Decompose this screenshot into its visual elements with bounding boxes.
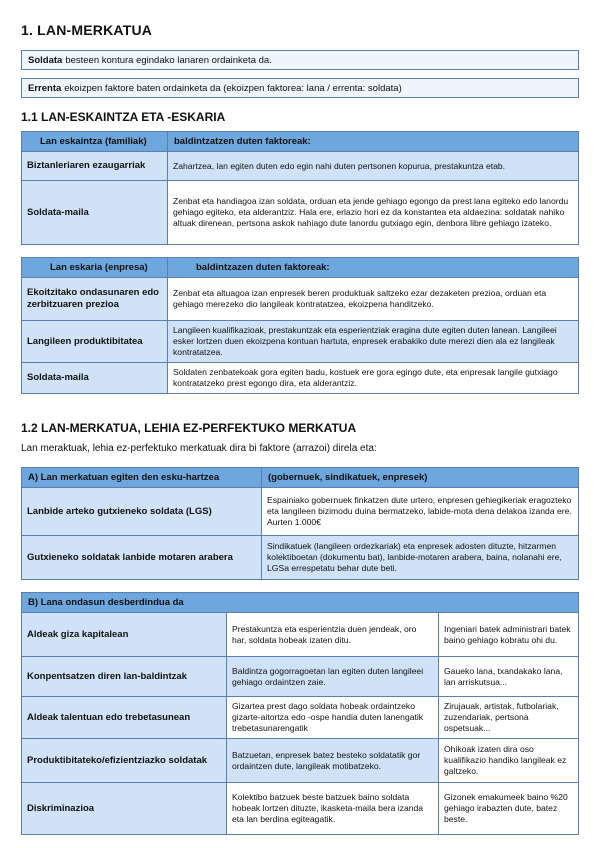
- table-row: [22, 363, 579, 394]
- row-label: Soldata-maila: [22, 181, 168, 245]
- row-text: Soldaten zenbatekoak gora egiten badu, kostuek ere gora egingo dute, eta enpresak langile gutxiago kontratatzeko prest egongo dira, eta alderantziz.: [168, 363, 579, 394]
- row-label: Konpentsatzen diren lan-baldintzak: [22, 657, 227, 697]
- table-row: [22, 536, 579, 580]
- section-heading: 1.2 LAN-MERKATUA, LEHIA EZ-PERFEKTUKO MERKATUA: [21, 421, 357, 435]
- table-row: [22, 739, 579, 783]
- table-row: [22, 697, 579, 739]
- table-row: [22, 321, 579, 363]
- table-row: [22, 657, 579, 697]
- row-text: Prestakuntza eta esperientzia duen jendeak, oro har, soldata hobeak izaten ditu.: [227, 613, 439, 657]
- labor-supply-table: [21, 131, 579, 245]
- table-row: [22, 488, 579, 536]
- row-label: Lanbide arteko gutxieneko soldata (LGS): [22, 488, 262, 536]
- header-left: Lan eskaria (enpresa): [22, 258, 168, 278]
- table-header: [22, 468, 579, 488]
- row-text: Zenbat eta altuagoa izan enpresek beren produktuak saltzeko ezar dezaketen prezioa, orduan eta gehiago merezeko dio langileak kontratatzea, ekoizpena handitzeko.: [168, 278, 579, 321]
- header-right: (gobernuek, sindikatuek, enpresek): [262, 468, 579, 488]
- row-label: Soldata-maila: [22, 363, 168, 394]
- row-example: Gizonek emakumeek baino %20 gehiago irabazten dute, batez beste.: [439, 783, 579, 835]
- row-text: Baldintza gogorragoetan lan egiten duten langileei gehiago ordaintzen zaie.: [227, 657, 439, 697]
- section-intro: Lan meraktuak, lehia ez-perfektuko merkatuak dira bi faktore (arrazoi) direla eta:: [21, 443, 377, 454]
- table-row: [22, 181, 579, 245]
- row-text: Langileen kualifikazioak, prestakuntzak eta esperientziak eragina dute egiten duten lanean. Langileei esker lortzen duen ekoizpena kontuan hartuta, enpresek erabakiko dute merezi dien ala ez langileak kontratatzea.: [168, 321, 579, 363]
- row-label: Aldeak talentuan edo trebetasunean: [22, 697, 227, 739]
- table-row: [22, 783, 579, 835]
- definition-term: Errenta: [28, 82, 62, 94]
- table-row: [22, 613, 579, 657]
- table-header: [22, 593, 579, 613]
- differentiated-labor-table: [21, 592, 579, 835]
- row-label: Gutxieneko soldatak lanbide motaren arabera: [22, 536, 262, 580]
- table-row: [22, 278, 579, 321]
- definition-text: ekoizpen faktore baten ordainketa da (ekoizpen faktorea: lana / errenta: soldata): [64, 82, 402, 94]
- row-example: Ingeniari batek administrari batek baino gehiago kobratu ohi du.: [439, 613, 579, 657]
- definition-term: Soldata: [28, 54, 63, 66]
- row-example: Gaueko lana, txandakako lana, lan arriskutsua...: [439, 657, 579, 697]
- header-label: B) Lana ondasun desberdindua da: [22, 593, 579, 613]
- row-label: Produktibitateko/efizientziazko soldatak: [22, 739, 227, 783]
- row-text: Zenbat eta handiagoa izan soldata, orduan eta jende gehiago egongo da prest lana egiteko edo lanordu gehiago egiteko, eta alderantziz. Hala ere, erlazio hori ez da konstantea eta aldaezina: soldatak nahiko altuak direnean, pertsona askok nahiago dute lanordu gutxiago egin, denbora libre gehiago izateko.: [168, 181, 579, 245]
- row-example: Zirujauak, artistak, futbolariak, zuzendariak, pertsona ospetsuak...: [439, 697, 579, 739]
- row-text: Kolektibo batzuek beste batzuek baino soldata hobeak lortzen dituzte, ikasketa-maila bera izanda eta lan berdina egiteagatik.: [227, 783, 439, 835]
- definition-text: besteen kontura egindako lanaren ordainketa da.: [65, 54, 272, 66]
- page-title: 1. LAN-MERKATUA: [21, 22, 153, 38]
- definition-errenta: [21, 78, 579, 98]
- section-heading: 1.1 LAN-ESKAINTZA ETA -ESKARIA: [21, 110, 226, 124]
- header-right: baldintzazen duten faktoreak:: [168, 258, 579, 278]
- table-header: [22, 132, 579, 152]
- row-label: Biztanleriaren ezaugarriak: [22, 152, 168, 181]
- table-row: [22, 152, 579, 181]
- row-label: Aldeak giza kapitalean: [22, 613, 227, 657]
- row-text: Espainiako gobernuek finkatzen dute urtero, enpresen gehiegikeriak eragozteko eta langileen bizimodu duina bermatzeko, labide-mota dena delakoa izanda ere. Aurten 1.000€: [262, 488, 579, 536]
- row-text: Sindikatuek (langileen ordezkariak) eta enpresek adosten dituzte, hitzarmen kolektiboetan (dokumentu bat), lanbide-motaren arabera, baina, nolanahi ere, LGSa errespetatu behar dute beti.: [262, 536, 579, 580]
- row-label: Langileen produktibitatea: [22, 321, 168, 363]
- intervention-table: [21, 467, 579, 580]
- row-label: Ekoitzitako ondasunaren edo zerbitzuaren prezioa: [22, 278, 168, 321]
- row-text: Gizartea prest dago soldata hobeak ordaintzeko gizarte-aitortza edo -ospe handia duten lanengatik trebetasunarengatik: [227, 697, 439, 739]
- header-left: A) Lan merkatuan egiten den esku-hartzea: [22, 468, 262, 488]
- table-header: [22, 258, 579, 278]
- row-text: Zahartzea, lan egiten duten edo egin nahi duten pertsonen kopurua, prestakuntza etab.: [168, 152, 579, 181]
- row-label: Diskriminazioa: [22, 783, 227, 835]
- definition-soldata: [21, 50, 579, 70]
- labor-demand-table: [21, 257, 579, 394]
- row-example: Ohikoak izaten dira oso kualifikazio handiko langileak ez galtzeko.: [439, 739, 579, 783]
- row-text: Batzuetan, enpresek batez besteko soldatatik gor ordaintzen dute, langileak motibatzeko.: [227, 739, 439, 783]
- header-left: Lan eskaintza (familiak): [22, 132, 168, 152]
- header-right: baldintzatzen duten faktoreak:: [168, 132, 579, 152]
